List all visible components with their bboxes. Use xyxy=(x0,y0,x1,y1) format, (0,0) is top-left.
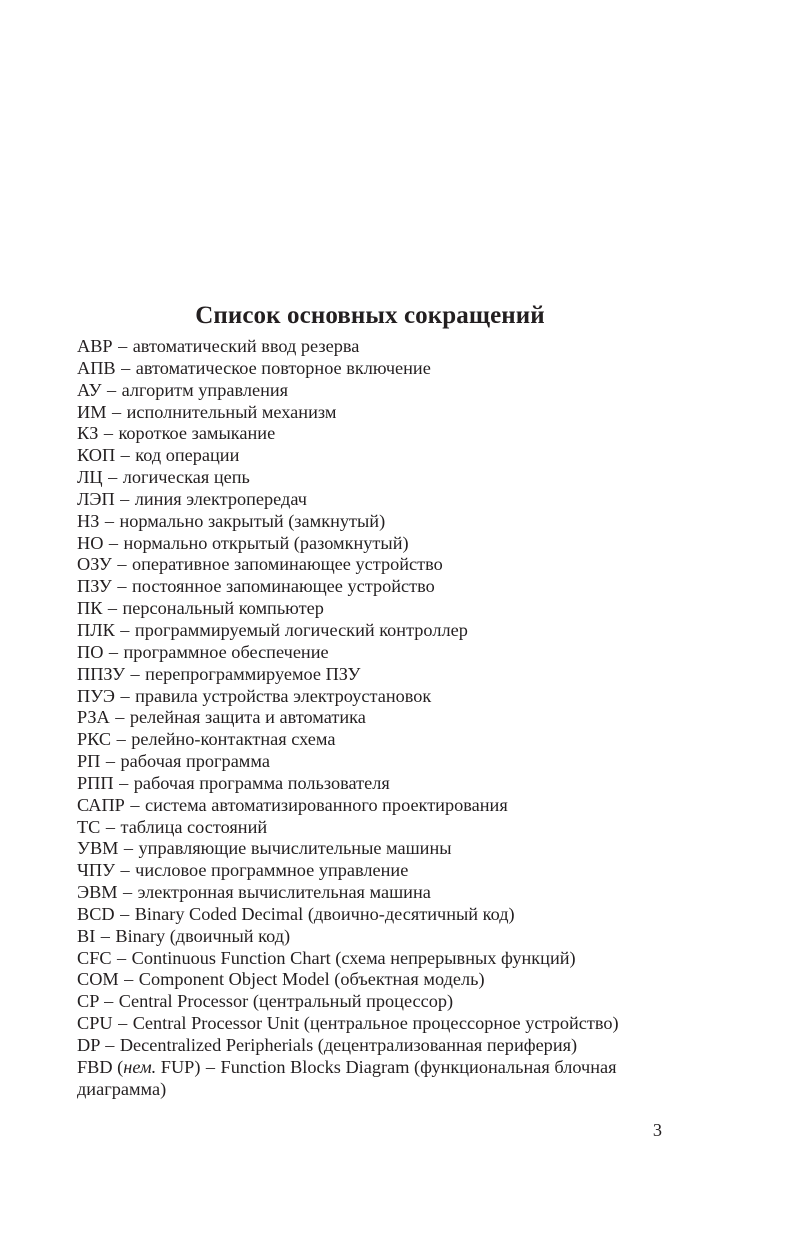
abbreviation-term: КЗ xyxy=(77,423,99,444)
abbreviation-term: ППЗУ xyxy=(77,663,126,684)
abbreviation-definition: Decentralized Peripherials (децентрализованная периферия) xyxy=(119,1035,578,1055)
separator-dash: – xyxy=(107,379,117,400)
abbreviation-definition: программное обеспечение xyxy=(123,641,329,662)
note-open: ( xyxy=(117,1056,124,1077)
separator-dash: – xyxy=(117,576,127,597)
separator-dash: – xyxy=(108,467,118,488)
abbreviation-entry xyxy=(77,860,687,882)
abbreviation-term: CFC xyxy=(77,947,112,968)
abbreviation-definition: Central Processor Unit (центральное процессорное устройство) xyxy=(132,1013,619,1034)
abbreviation-entry-fbd xyxy=(77,1057,687,1101)
abbreviation-definition: программируемый логический контроллер xyxy=(134,619,468,640)
abbreviation-term: COM xyxy=(77,969,119,990)
abbreviation-term: КОП xyxy=(77,445,116,466)
abbreviation-definition: Component Object Model (объектная модель) xyxy=(138,969,485,990)
abbreviation-term: НЗ xyxy=(77,510,100,531)
abbreviation-definition: оперативное запоминающее устройство xyxy=(131,554,443,575)
abbreviation-entry xyxy=(77,554,687,576)
abbreviation-entry xyxy=(77,576,687,598)
abbreviation-term: ИМ xyxy=(77,401,107,422)
abbreviation-definition: линия электропередач xyxy=(134,488,307,509)
abbreviation-term: ПЗУ xyxy=(77,576,112,597)
separator-dash: – xyxy=(117,947,127,968)
abbreviation-definition: автоматическое повторное включение xyxy=(135,357,431,378)
separator-dash: – xyxy=(116,729,126,750)
abbreviation-entry xyxy=(77,467,687,489)
abbreviation-entry xyxy=(77,707,687,729)
abbreviation-term: АПВ xyxy=(77,357,116,378)
abbreviation-term: ОЗУ xyxy=(77,554,112,575)
abbreviation-entry xyxy=(77,904,687,926)
abbreviation-term: ПО xyxy=(77,641,104,662)
separator-dash: – xyxy=(117,554,127,575)
separator-dash: – xyxy=(124,969,134,990)
abbreviation-term: ТС xyxy=(77,816,101,837)
separator-dash: – xyxy=(120,860,130,881)
separator-dash: – xyxy=(130,794,140,815)
abbreviation-term: САПР xyxy=(77,794,125,815)
abbreviation-entry xyxy=(77,948,687,970)
separator-dash: – xyxy=(119,772,129,793)
abbreviation-entry xyxy=(77,358,687,380)
abbreviation-definition: электронная вычислительная машина xyxy=(137,882,431,903)
abbreviation-entry xyxy=(77,511,687,533)
abbreviation-entry xyxy=(77,838,687,860)
abbreviation-definition: релейно-контактная схема xyxy=(131,729,336,750)
separator-dash: – xyxy=(123,882,133,903)
abbreviation-term: ЧПУ xyxy=(77,860,116,881)
separator-dash: – xyxy=(100,925,110,946)
abbreviation-term: РКС xyxy=(77,729,112,750)
separator-dash: – xyxy=(120,445,130,466)
abbreviation-entry xyxy=(77,598,687,620)
abbreviation-entry xyxy=(77,882,687,904)
abbreviation-entry xyxy=(77,380,687,402)
abbreviation-term: АВР xyxy=(77,336,113,356)
abbreviation-definition: управляющие вычислительные машины xyxy=(138,838,452,859)
abbreviation-term: ПУЭ xyxy=(77,685,115,706)
separator-dash: – xyxy=(105,1035,115,1055)
abbreviation-definition: перепрограммируемое ПЗУ xyxy=(145,663,361,684)
abbreviation-entry xyxy=(77,423,687,445)
abbreviation-definition: система автоматизированного проектирования xyxy=(144,794,508,815)
abbreviation-entry xyxy=(77,1035,687,1057)
abbreviation-definition: нормально закрытый (замкнутый) xyxy=(119,510,386,531)
abbreviation-definition: Central Processor (центральный процессор) xyxy=(118,991,454,1012)
abbreviation-definition: исполнительный механизм xyxy=(126,401,337,422)
abbreviation-definition: таблица состояний xyxy=(120,816,268,837)
separator-dash: – xyxy=(205,1056,216,1077)
separator-dash: – xyxy=(115,707,125,728)
abbreviation-definition: нормально открытый (разомкнутый) xyxy=(123,532,409,553)
abbreviation-entry xyxy=(77,620,687,642)
abbreviation-term: BCD xyxy=(77,903,115,924)
abbreviation-definition: автоматический ввод резерва xyxy=(132,336,360,356)
abbreviation-entry xyxy=(77,489,687,511)
abbreviation-entry xyxy=(77,773,687,795)
abbreviation-definition: постоянное запоминающее устройство xyxy=(131,576,435,597)
abbreviation-entry xyxy=(77,402,687,424)
abbreviation-definition: рабочая программа пользователя xyxy=(133,772,390,793)
abbreviation-term: ЛЦ xyxy=(77,467,103,488)
separator-dash: – xyxy=(105,751,115,772)
separator-dash: – xyxy=(120,488,130,509)
abbreviation-entry xyxy=(77,795,687,817)
abbreviation-definition: правила устройства электроустановок xyxy=(135,685,432,706)
abbreviation-entry xyxy=(77,969,687,991)
abbreviation-term: DP xyxy=(77,1035,100,1055)
abbreviation-entry xyxy=(77,991,687,1013)
abbreviation-entry xyxy=(77,445,687,467)
abbreviation-term: CP xyxy=(77,991,99,1012)
abbreviation-definition: персональный компьютер xyxy=(122,598,324,619)
abbreviation-term: РП xyxy=(77,751,101,772)
abbreviation-entry xyxy=(77,1013,687,1035)
page-number: 3 xyxy=(652,1120,662,1140)
page-title: Список основных сокращений xyxy=(195,301,545,329)
separator-dash: – xyxy=(105,816,115,837)
abbreviation-entry xyxy=(77,817,687,839)
separator-dash: – xyxy=(103,423,113,444)
separator-dash: – xyxy=(130,663,140,684)
abbreviation-entry xyxy=(77,686,687,708)
separator-dash: – xyxy=(108,641,119,662)
abbreviation-term: АУ xyxy=(77,379,102,400)
abbreviation-term: ЭВМ xyxy=(77,882,118,903)
separator-dash: – xyxy=(108,532,119,553)
abbreviation-definition: числовое программное управление xyxy=(135,860,409,881)
abbreviation-definition: Function Blocks Diagram (функциональная блочная диаграмма) xyxy=(77,1056,617,1099)
separator-dash: – xyxy=(120,903,130,924)
separator-dash: – xyxy=(121,357,131,378)
abbreviation-entry xyxy=(77,642,687,664)
separator-dash: – xyxy=(118,1013,128,1034)
separator-dash: – xyxy=(123,838,134,859)
abbreviation-term: CPU xyxy=(77,1013,113,1034)
abbreviation-definition: рабочая программа xyxy=(120,751,270,772)
abbreviation-term: FBD xyxy=(77,1056,113,1077)
language-note: нем. xyxy=(123,1056,157,1077)
abbreviation-entry xyxy=(77,729,687,751)
abbreviation-term: УВМ xyxy=(77,838,119,859)
separator-dash: – xyxy=(104,510,114,531)
abbreviation-list xyxy=(77,336,687,1101)
separator-dash: – xyxy=(118,336,128,356)
separator-dash: – xyxy=(111,401,122,422)
separator-dash: – xyxy=(104,991,114,1012)
note-rest: FUP) xyxy=(160,1056,201,1077)
abbreviation-entry xyxy=(77,533,687,555)
abbreviation-entry xyxy=(77,664,687,686)
abbreviation-definition: Continuous Function Chart (схема непрерывных функций) xyxy=(131,947,576,968)
abbreviation-entry xyxy=(77,751,687,773)
abbreviation-term: НО xyxy=(77,532,104,553)
abbreviation-definition: код операции xyxy=(135,445,240,466)
abbreviation-definition: алгоритм управления xyxy=(121,379,289,400)
abbreviation-definition: короткое замыкание xyxy=(118,423,276,444)
abbreviation-term: BI xyxy=(77,925,96,946)
abbreviation-term: РЗА xyxy=(77,707,110,728)
separator-dash: – xyxy=(120,685,130,706)
abbreviation-term: ПК xyxy=(77,598,103,619)
separator-dash: – xyxy=(107,598,118,619)
abbreviation-entry xyxy=(77,926,687,948)
abbreviation-term: ПЛК xyxy=(77,619,115,640)
abbreviation-term: РПП xyxy=(77,772,114,793)
abbreviation-definition: Binary Coded Decimal (двоично-десятичный код) xyxy=(134,903,515,924)
separator-dash: – xyxy=(120,619,130,640)
abbreviation-definition: логическая цепь xyxy=(122,467,250,488)
abbreviation-definition: Binary (двоичный код) xyxy=(115,925,291,946)
abbreviation-definition: релейная защита и автоматика xyxy=(129,707,366,728)
abbreviation-entry xyxy=(77,336,687,358)
abbreviation-term: ЛЭП xyxy=(77,488,115,509)
